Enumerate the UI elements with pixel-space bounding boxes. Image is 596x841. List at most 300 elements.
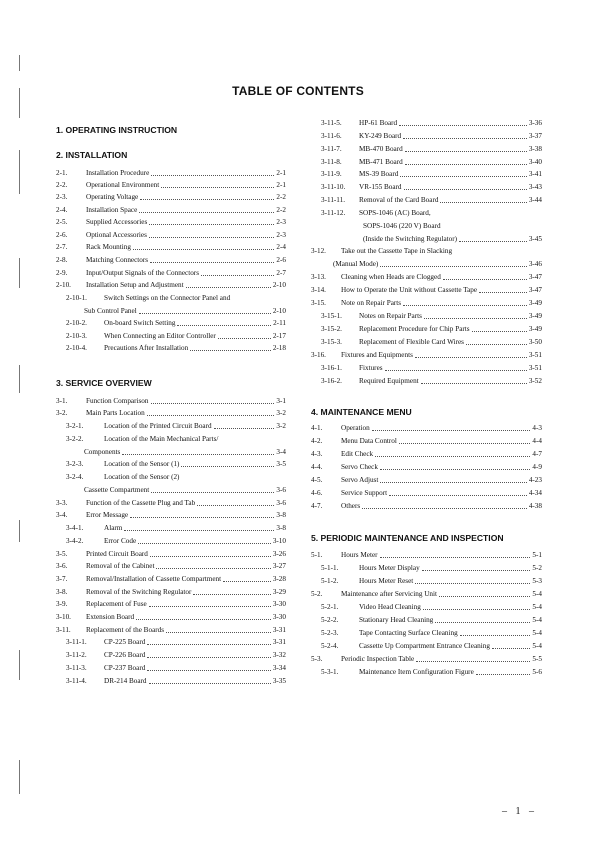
toc-entry-page: 2-3 [276,218,286,226]
dot-leader [380,482,526,483]
toc-entry-number: 5-2-1. [321,603,339,611]
toc-entry[interactable] [311,168,542,181]
dot-leader [139,212,274,213]
dot-leader [443,279,527,280]
toc-entry-title: SOPS-1046 (220 V) Board [363,222,441,230]
toc-entry-title: Removal of the Card Board [359,196,439,204]
toc-entry-number: 2-10. [56,281,71,289]
toc-entry-page: 3-34 [272,664,286,672]
toc-entry-title: Replacement of Fuse [86,600,147,608]
dot-leader [479,292,527,293]
dot-leader [415,357,527,358]
toc-entry-page: 3-50 [528,338,542,346]
page-number: – 1 – [502,806,537,817]
toc-entry-page: 4-9 [532,463,542,471]
toc-entry[interactable] [311,614,542,627]
dot-leader [403,305,527,306]
toc-entry-number: 3-10. [56,613,71,621]
toc-entry-number: 5-2-2. [321,616,339,624]
toc-entry[interactable] [311,474,542,487]
dot-leader [476,674,531,675]
toc-entry-number: 3-2-1. [66,422,84,430]
dot-leader [130,517,274,518]
dot-leader [389,495,527,496]
toc-entry-page: 5-3 [532,577,542,585]
dot-leader [149,237,275,238]
dot-leader [186,287,271,288]
toc-entry-number: 3-16-2. [321,377,342,385]
toc-entry-number: 3-13. [311,273,326,281]
toc-entry[interactable] [56,216,286,229]
toc-entry-page: 5-4 [532,603,542,611]
toc-entry-number: 2-10-2. [66,319,87,327]
dot-leader [416,661,530,662]
toc-entry-title: Required Equipment [359,377,419,385]
toc-entry-number: 5-1-1. [321,564,339,572]
toc-entry-page: 3-28 [272,575,286,583]
toc-entry[interactable] [311,207,542,220]
page-title: TABLE OF CONTENTS [232,84,364,98]
toc-entry-title: Printed Circuit Board [86,550,148,558]
dot-leader [459,241,527,242]
toc-entry-page: 3-49 [528,325,542,333]
toc-entry-title: Operation [341,424,370,432]
toc-entry[interactable] [56,317,286,330]
dot-leader [439,596,530,597]
toc-entry-number: 4-6. [311,489,323,497]
toc-entry-page: 2-1 [276,169,286,177]
toc-entry[interactable] [311,549,542,562]
dot-leader [147,415,275,416]
binder-mark [19,650,20,680]
toc-entry-number: 3-11-7. [321,145,342,153]
toc-entry[interactable] [56,484,286,497]
dot-leader [460,635,531,636]
toc-entry-page: 2-4 [276,243,286,251]
toc-entry-page: 4-3 [532,424,542,432]
toc-entry-page: 3-32 [272,651,286,659]
toc-entry[interactable] [311,500,542,513]
toc-entry-title: Fixtures [359,364,383,372]
toc-entry[interactable] [56,649,286,662]
toc-entry[interactable] [311,284,542,297]
binder-mark [19,365,20,393]
toc-entry-title: Extension Board [86,613,135,621]
toc-entry[interactable] [311,562,542,575]
toc-entry-title: Periodic Inspection Table [341,655,415,663]
toc-entry[interactable] [56,509,286,522]
toc-entry-page: 2-6 [276,256,286,264]
toc-entry[interactable] [311,653,542,666]
toc-entry-title: Removal of the Cabinet [86,562,155,570]
toc-entry-number: 3-2-3. [66,460,84,468]
toc-entry-page: 3-49 [528,299,542,307]
toc-entry-number: 3-3. [56,499,68,507]
toc-entry-title: Edit Check [341,450,374,458]
toc-entry[interactable] [311,448,542,461]
toc-entry-page: 3-37 [528,132,542,140]
toc-entry[interactable] [311,575,542,588]
toc-entry-title: Location of the Sensor (2) [104,473,180,481]
toc-entry[interactable] [311,143,542,156]
toc-entry-page: 5-2 [532,564,542,572]
dot-leader [440,202,526,203]
toc-entry-title: Matching Connectors [86,256,149,264]
dot-leader [214,428,275,429]
toc-entry-title: Cassette Up Compartment Entrance Cleaning [359,642,490,650]
toc-entry-number: 5-2-3. [321,629,339,637]
toc-entry[interactable] [311,375,542,388]
toc-entry-number: 3-7. [56,575,68,583]
toc-entry-page: 5-1 [532,551,542,559]
dot-leader [124,530,274,531]
dot-leader [380,469,530,470]
toc-entry[interactable] [311,362,542,375]
toc-entry-page: 5-4 [532,642,542,650]
toc-entry-title: Servo Check [341,463,378,471]
toc-entry-page: 3-44 [528,196,542,204]
toc-entry-title: Location of the Printed Circuit Board [104,422,212,430]
toc-entry-number: 3-9. [56,600,68,608]
toc-entry-title: Operating Voltage [86,193,139,201]
toc-entry-page: 4-7 [532,450,542,458]
toc-entry-title: CP-237 Board [104,664,146,672]
toc-entry[interactable] [311,461,542,474]
toc-entry-number: 3-11-11. [321,196,346,204]
toc-entry-number: 2-4. [56,206,68,214]
toc-entry-page: 2-2 [276,193,286,201]
toc-entry-title: SOPS-1046 (AC) Board, [359,209,431,217]
toc-entry-title: Error Message [86,511,129,519]
toc-entry-page: 3-47 [528,286,542,294]
toc-entry-number: 3-11-8. [321,158,342,166]
toc-entry-page: 3-51 [528,364,542,372]
toc-entry-page: 2-7 [276,269,286,277]
toc-entry[interactable] [311,487,542,500]
dot-leader [218,338,271,339]
toc-entry-page: 3-6 [276,499,286,507]
toc-entry[interactable] [56,191,286,204]
toc-entry[interactable] [311,271,542,284]
toc-entry-number: 3-11-1. [66,638,87,646]
toc-entry-number: 3-2. [56,409,68,417]
toc-entry-title: Location of the Main Mechanical Parts/ [104,435,219,443]
toc-entry-title: Menu Data Control [341,437,397,445]
toc-entry-page: 2-1 [276,181,286,189]
toc-entry[interactable] [311,310,542,323]
toc-entry[interactable] [311,627,542,640]
toc-entry-title: When Connecting an Editor Controller [104,332,216,340]
toc-entry-number: 2-7. [56,243,68,251]
toc-entry[interactable] [311,117,542,130]
toc-entry-title: Installation Setup and Adjustment [86,281,184,289]
toc-entry-title: Replacement of Flexible Card Wires [359,338,464,346]
toc-entry-number: 2-10-4. [66,344,87,352]
toc-entry[interactable] [56,433,286,446]
toc-entry-number: 3-11-3. [66,664,87,672]
dot-leader [492,648,530,649]
toc-entry[interactable] [311,336,542,349]
toc-entry-title: Take out the Cassette Tape in Slacking [341,247,453,255]
toc-entry[interactable] [56,675,286,688]
toc-entry-number: 2-3. [56,193,68,201]
toc-entry-number: 4-7. [311,502,323,510]
toc-entry-page: 3-52 [528,377,542,385]
dot-leader [166,632,271,633]
toc-entry[interactable] [311,194,542,207]
toc-entry-title: Video Head Cleaning [359,603,421,611]
toc-entry[interactable] [56,241,286,254]
toc-entry-page: 3-51 [528,351,542,359]
dot-leader [190,350,271,351]
toc-entry-title: Hours Meter Reset [359,577,414,585]
dot-leader [149,683,271,684]
toc-entry-number: 4-5. [311,476,323,484]
dot-leader [380,266,527,267]
binder-mark [19,55,20,71]
toc-entry-title: How to Operate the Unit without Cassette Tape [341,286,478,294]
toc-entry-page: 3-5 [276,460,286,468]
toc-entry[interactable] [311,588,542,601]
dot-leader [223,581,271,582]
toc-entry-page: 2-17 [272,332,286,340]
toc-entry[interactable] [56,292,286,305]
dot-leader [147,670,270,671]
toc-entry-title: CP-226 Board [104,651,146,659]
toc-entry[interactable] [56,598,286,611]
toc-entry-page: 3-4 [276,448,286,456]
toc-entry-title: MS-39 Board [359,170,399,178]
toc-entry[interactable] [56,573,286,586]
toc-entry[interactable] [56,535,286,548]
toc-entry-number: 5-3. [311,655,323,663]
toc-entry[interactable] [311,349,542,362]
toc-entry-title: Rack Mounting [86,243,131,251]
toc-entry-page: 3-6 [276,486,286,494]
toc-entry[interactable] [311,666,542,679]
section-heading: 2. INSTALLATION [56,150,128,160]
toc-entry[interactable] [56,522,286,535]
toc-entry-number: 2-10-1. [66,294,87,302]
toc-entry-title: Location of the Sensor (1) [104,460,180,468]
toc-entry-page: 3-2 [276,422,286,430]
toc-entry[interactable] [311,181,542,194]
toc-entry-title: Alarm [104,524,123,532]
toc-entry[interactable] [56,560,286,573]
dot-leader [405,151,527,152]
toc-entry-title: VR-155 Board [359,183,402,191]
toc-entry-number: 3-2-4. [66,473,84,481]
toc-entry-number: 2-10-3. [66,332,87,340]
dot-leader [405,164,527,165]
dot-leader [201,275,274,276]
toc-entry-title: Stationary Head Cleaning [359,616,434,624]
dot-leader [151,492,274,493]
dot-leader [424,318,527,319]
section-heading: 1. OPERATING INSTRUCTION [56,125,178,135]
toc-entry-page: 3-8 [276,524,286,532]
toc-entry-number: 4-2. [311,437,323,445]
dot-leader [151,403,275,404]
section-heading: 5. PERIODIC MAINTENANCE AND INSPECTION [311,533,504,543]
dot-leader [177,325,271,326]
toc-entry-page: 2-3 [276,231,286,239]
binder-mark [19,760,20,794]
toc-entry[interactable] [311,258,542,271]
toc-entry-page: 4-4 [532,437,542,445]
toc-entry-number: 3-11-6. [321,132,342,140]
toc-entry-page: 3-30 [272,613,286,621]
dot-leader [147,657,270,658]
toc-entry-number: 4-4. [311,463,323,471]
toc-entry-title: MB-470 Board [359,145,403,153]
toc-entry-title: Operational Environment [86,181,160,189]
toc-entry[interactable] [56,420,286,433]
dot-leader [150,556,271,557]
toc-entry-title: (Manual Mode) [333,260,379,268]
toc-entry-title: (Inside the Switching Regulator) [363,235,458,243]
toc-entry[interactable] [311,297,542,310]
toc-entry-title: Servo Adjust [341,476,379,484]
toc-entry-page: 5-4 [532,590,542,598]
toc-entry-page: 4-34 [528,489,542,497]
toc-entry-title: Precautions After Installation [104,344,189,352]
dot-leader [415,583,530,584]
toc-entry-title: Cleaning when Heads are Clogged [341,273,441,281]
toc-entry[interactable] [56,342,286,355]
toc-entry-title: Replacement Procedure for Chip Parts [359,325,470,333]
toc-entry-page: 3-43 [528,183,542,191]
toc-entry-page: 3-2 [276,409,286,417]
toc-entry-number: 2-6. [56,231,68,239]
toc-entry-number: 3-8. [56,588,68,596]
dot-leader [138,543,271,544]
toc-entry[interactable] [56,636,286,649]
section-heading: 4. MAINTENANCE MENU [311,407,412,417]
dot-leader [139,313,271,314]
toc-entry-number: 3-6. [56,562,68,570]
toc-entry-title: Function Comparison [86,397,149,405]
toc-entry-page: 3-1 [276,397,286,405]
toc-entry-title: On-board Switch Setting [104,319,176,327]
dot-leader [151,175,274,176]
toc-entry-page: 3-35 [272,677,286,685]
dot-leader [150,262,274,263]
toc-entry[interactable] [311,435,542,448]
toc-entry[interactable] [56,458,286,471]
toc-entry-title: Hours Meter [341,551,378,559]
toc-entry-number: 2-9. [56,269,68,277]
toc-entry-title: Main Parts Location [86,409,145,417]
dot-leader [466,344,527,345]
dot-leader [404,189,527,190]
toc-entry-page: 3-49 [528,312,542,320]
toc-entry-title: Fixtures and Equipments [341,351,413,359]
toc-entry-title: Removal of the Switching Regulator [86,588,192,596]
toc-entry-number: 3-11-9. [321,170,342,178]
toc-entry-number: 3-1. [56,397,68,405]
toc-entry-number: 3-15-1. [321,312,342,320]
dot-leader [421,383,527,384]
dot-leader [197,505,274,506]
toc-entry-page: 2-10 [272,307,286,315]
dot-leader [400,176,526,177]
dot-leader [403,138,527,139]
dot-leader [399,125,527,126]
toc-entry[interactable] [311,323,542,336]
toc-entry-title: Hours Meter Display [359,564,420,572]
toc-entry-number: 3-11-10. [321,183,346,191]
toc-entry-title: DR-214 Board [104,677,147,685]
toc-entry-page: 3-27 [272,562,286,570]
toc-entry-title: Notes on Repair Parts [359,312,422,320]
toc-entry[interactable] [311,130,542,143]
toc-entry[interactable] [311,220,542,233]
toc-entry[interactable] [311,640,542,653]
toc-entry[interactable] [56,254,286,267]
dot-leader [156,568,270,569]
toc-entry-title: Maintenance Item Configuration Figure [359,668,474,676]
toc-entry-number: 3-11-2. [66,651,87,659]
toc-entry-page: 2-10 [272,281,286,289]
dot-leader [372,430,531,431]
toc-entry-number: 3-15. [311,299,326,307]
toc-entry-title: Note on Repair Parts [341,299,402,307]
toc-entry-page: 5-6 [532,668,542,676]
toc-entry[interactable] [56,279,286,292]
toc-entry-number: 3-11-4. [66,677,87,685]
toc-entry[interactable] [56,662,286,675]
binder-mark [19,520,20,542]
toc-entry[interactable] [311,601,542,614]
toc-entry-number: 3-11-12. [321,209,346,217]
toc-entry-page: 3-36 [528,119,542,127]
dot-leader [147,644,270,645]
toc-entry[interactable] [56,611,286,624]
dot-leader [133,249,274,250]
toc-entry-title: Cassette Compartment [84,486,150,494]
toc-entry-title: Replacement of the Boards [86,626,165,634]
toc-entry-page: 4-23 [528,476,542,484]
binder-mark [19,150,20,194]
toc-entry-page: 5-5 [532,655,542,663]
dot-leader [181,466,274,467]
toc-entry-number: 3-4-1. [66,524,84,532]
toc-entry-page: 2-2 [276,206,286,214]
toc-entry-page: 2-18 [272,344,286,352]
toc-entry-title: Switch Settings on the Connector Panel and [104,294,231,302]
toc-entry-title: Error Code [104,537,137,545]
toc-entry[interactable] [56,407,286,420]
toc-entry-number: 5-1-2. [321,577,339,585]
toc-entry-title: Installation Procedure [86,169,150,177]
toc-entry[interactable] [311,245,542,258]
toc-entry-number: 3-15-2. [321,325,342,333]
dot-leader [435,622,530,623]
toc-entry-number: 3-15-3. [321,338,342,346]
toc-entry-title: Components [84,448,121,456]
toc-entry-number: 3-11-5. [321,119,342,127]
toc-entry-number: 3-14. [311,286,326,294]
toc-entry-page: 3-46 [528,260,542,268]
toc-entry-page: 3-41 [528,170,542,178]
toc-entry[interactable] [311,422,542,435]
toc-entry[interactable] [56,471,286,484]
toc-entry-title: MB-471 Board [359,158,403,166]
toc-entry-page: 4-38 [528,502,542,510]
toc-entry-page: 3-29 [272,588,286,596]
toc-entry-number: 3-12. [311,247,326,255]
